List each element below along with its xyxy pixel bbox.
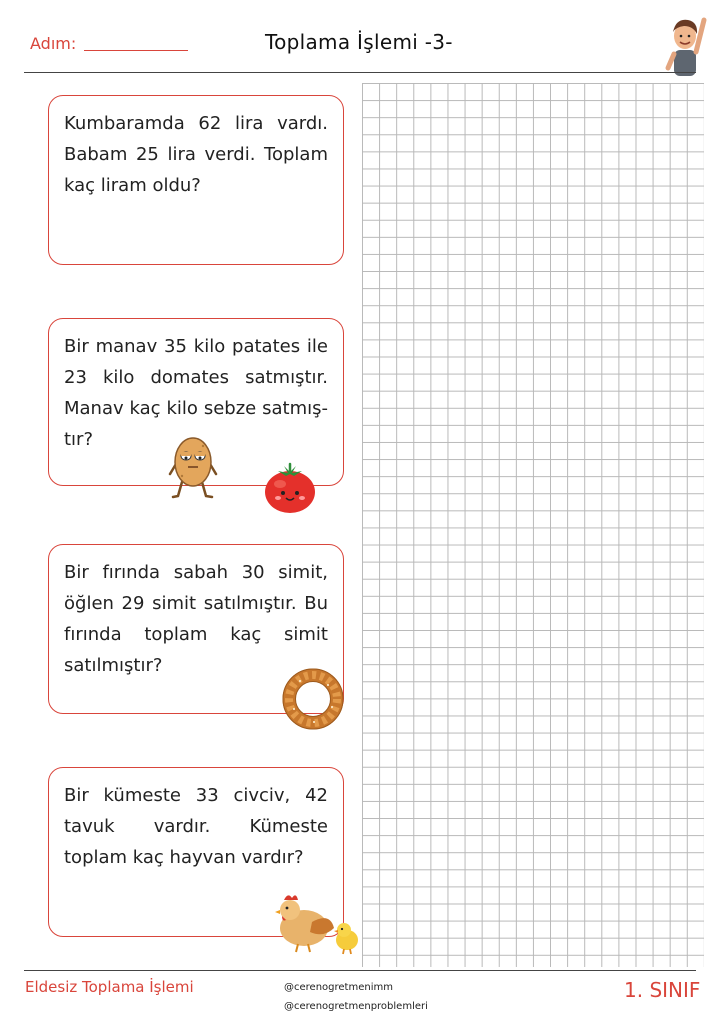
potato-character-icon bbox=[168, 434, 222, 502]
social-handle-2: @cerenogretmenproblemleri bbox=[284, 1001, 428, 1012]
hen-and-chick-icon bbox=[274, 888, 366, 958]
footer-topic-label: Eldesiz Toplama İşlemi bbox=[25, 978, 194, 996]
tomato-character-icon bbox=[262, 460, 318, 516]
header-divider bbox=[24, 72, 696, 73]
avatar-figure-icon bbox=[660, 12, 710, 78]
footer-social-handles bbox=[284, 978, 428, 1016]
problem-text-3: Bir fırında sabah 30 simit, öğlen 29 simit satılmıştır. Bu fırında toplam kaç simit satılmıştır? bbox=[64, 562, 328, 676]
social-handle-1: @cerenogretmenimm bbox=[284, 982, 393, 993]
problem-text-4: Bir kümeste 33 civciv, 42 tavuk vardır. Kümeste toplam kaç hayvan vardır? bbox=[64, 785, 328, 868]
problem-card-1 bbox=[48, 95, 344, 265]
footer-divider bbox=[24, 970, 696, 971]
name-blank-line bbox=[84, 50, 188, 51]
page-title: Toplama İşlemi -3- bbox=[265, 30, 453, 54]
name-label: Adım: bbox=[30, 34, 77, 53]
grade-label: 1. SINIF bbox=[624, 978, 701, 1002]
problem-text-1: Kumbaramda 62 lira vardı. Babam 25 lira verdi. Toplam kaç liram oldu? bbox=[64, 113, 328, 196]
problem-text-2: Bir manav 35 kilo patates ile 23 kilo domates satmıştır. Manav kaç kilo sebze satmış-tır? bbox=[64, 336, 328, 450]
grid-answer-area[interactable] bbox=[362, 83, 704, 967]
simit-bread-icon bbox=[280, 667, 346, 731]
